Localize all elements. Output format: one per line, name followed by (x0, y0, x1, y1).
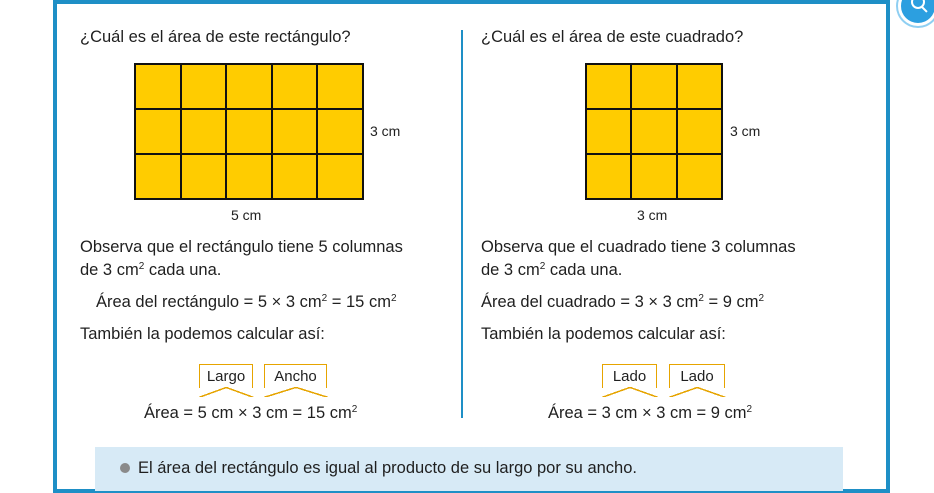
search-button[interactable] (898, 0, 934, 26)
lado-tag-1: Lado (602, 364, 657, 388)
left-observe-line1: Observa que el rectángulo tiene 5 columnas (80, 238, 403, 256)
unit-square (318, 65, 362, 108)
unit-square (136, 65, 180, 108)
right-observe-line1: Observa que el cuadrado tiene 3 columnas (481, 238, 796, 256)
left-observe-line2: de 3 $cm^2$ cada una. (80, 261, 222, 279)
bullet-icon (120, 463, 130, 473)
largo-tag: Largo (199, 364, 253, 388)
unit-square (678, 155, 721, 198)
unit-square (273, 155, 317, 198)
unit-square (632, 110, 675, 153)
right-area-statement: Área del cuadrado = 3 × 3 $cm^2 = 9$ $cm^2$ (481, 293, 765, 311)
right-also-text: También la podemos calcular así: (481, 325, 726, 343)
unit-square (273, 65, 317, 108)
left-also-text: También la podemos calcular así: (80, 325, 325, 343)
unit-square (318, 110, 362, 153)
ancho-tag: Ancho (264, 364, 327, 388)
unit-square (678, 110, 721, 153)
left-question: ¿Cuál es el área de este rectángulo? (80, 28, 351, 46)
search-icon-handle (921, 6, 927, 12)
unit-square (182, 110, 226, 153)
unit-square (227, 65, 271, 108)
left-formula: Área = 5 cm × 3 cm = 15 $cm^2$ (144, 404, 358, 422)
rectangle-grid (134, 63, 364, 200)
column-divider (461, 30, 463, 418)
square-grid (585, 63, 723, 200)
unit-square (632, 155, 675, 198)
right-side-label: 3 cm (730, 123, 761, 139)
lado-tag-2: Lado (669, 364, 725, 388)
key-idea-text: El área del rectángulo es igual al producto de su largo por su ancho. (138, 459, 637, 477)
unit-square (227, 110, 271, 153)
unit-square (182, 155, 226, 198)
unit-square (587, 65, 630, 108)
unit-square (136, 155, 180, 198)
left-side-label: 3 cm (370, 123, 401, 139)
unit-square (632, 65, 675, 108)
unit-square (587, 110, 630, 153)
unit-square (136, 110, 180, 153)
left-area-statement: Área del rectángulo = 5 × 3 $cm^2 = 15$ $cm^2$ (96, 293, 397, 311)
right-formula: Área = 3 cm × 3 cm = 9 $cm^2$ (548, 404, 753, 422)
unit-square (587, 155, 630, 198)
right-question: ¿Cuál es el área de este cuadrado? (481, 28, 744, 46)
unit-square (318, 155, 362, 198)
unit-square (678, 65, 721, 108)
unit-square (182, 65, 226, 108)
unit-square (227, 155, 271, 198)
unit-square (273, 110, 317, 153)
right-bottom-label: 3 cm (637, 207, 668, 223)
right-observe-line2: de 3 $cm^2$ cada una. (481, 261, 623, 279)
left-bottom-label: 5 cm (231, 207, 262, 223)
